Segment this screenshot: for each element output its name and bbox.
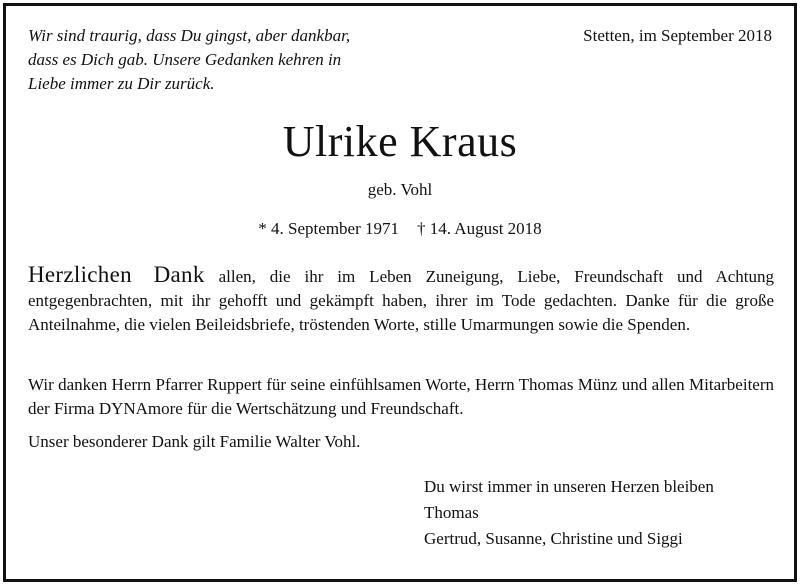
closing-line: Du wirst immer in unseren Herzen bleiben xyxy=(424,477,714,496)
special-thanks-paragraph: Unser besonderer Dank gilt Familie Walter Vohl. xyxy=(28,432,361,451)
place-and-date: Stetten, im September 2018 xyxy=(583,26,772,45)
signer-name: Thomas xyxy=(424,503,479,522)
thanks-paragraph xyxy=(28,263,774,337)
death-date: † 14. August 2018 xyxy=(417,219,542,238)
birth-date: * 4. September 1971 xyxy=(258,219,399,238)
thanks-heading: Herzlichen Dank xyxy=(28,262,205,287)
thanks-text: allen, die ihr im Leben Zuneigung, Liebe, Freundschaft und Achtung entgegenbrachten, mit ihr gehofft und gekämpft haben, ihrer im Tode gedachten. Danke für die große Anteilnahme, die vielen Beileidsbriefe, tröstenden Worte, stille Umarmungen sowie die Spenden. xyxy=(28,267,775,334)
signer-family: Gertrud, Susanne, Christine und Siggi xyxy=(424,529,683,548)
acknowledgement-paragraph: Wir danken Herrn Pfarrer Ruppert für seine einfühlsamen Worte, Herrn Thomas Münz und allen Mitarbeitern der Firma DYNAmore für die Wertschätzung und Freundschaft. xyxy=(28,375,774,418)
deceased-name: Ulrike Kraus xyxy=(282,117,518,166)
life-dates xyxy=(0,217,800,241)
maiden-name: geb. Vohl xyxy=(367,180,433,199)
closing-block xyxy=(424,474,714,552)
memorial-quote: Wir sind traurig, dass Du gingst, aber dankbar, dass es Dich gab. Unsere Gedanken kehren in Liebe immer zu Dir zurück. xyxy=(28,26,351,93)
